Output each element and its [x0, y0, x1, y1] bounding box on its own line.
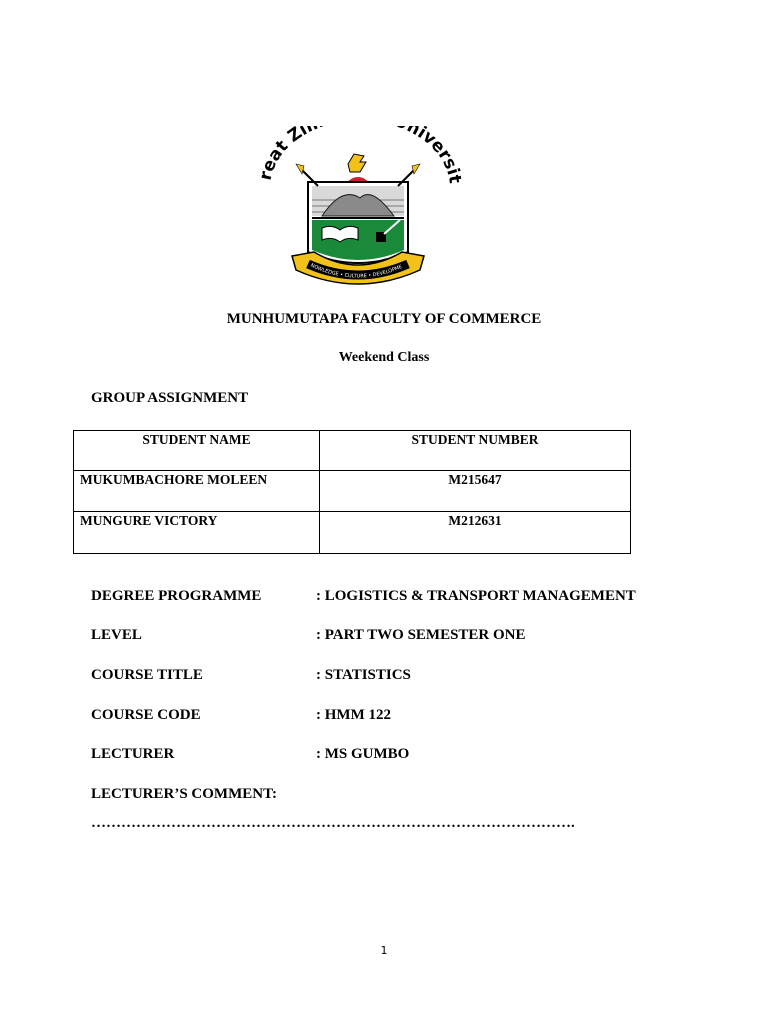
- page-number: 1: [380, 944, 388, 957]
- university-logo: [252, 126, 464, 292]
- detail-value: : LOGISTICS & TRANSPORT MANAGEMENT: [316, 588, 636, 604]
- class-name: Weekend Class: [338, 350, 430, 365]
- table-row: [74, 512, 631, 554]
- table-header-row: [74, 431, 631, 471]
- svg-text:KNOWLEDGE • CULTURE • DEVELOPM: NOWLEDGE • CULTURE • DEVELOPME: [309, 262, 404, 280]
- student-table: [73, 430, 631, 554]
- detail-label: COURSE CODE: [91, 707, 201, 723]
- detail-label: LECTURER: [91, 746, 175, 762]
- lecturer-comment-label: LECTURER’S COMMENT:: [91, 786, 277, 802]
- comment-dotted-line: …………………………………………………………………………………….: [91, 815, 575, 831]
- detail-label: LEVEL: [91, 627, 142, 643]
- university-crest-icon: [252, 126, 464, 292]
- student-number-cell: M212631: [320, 512, 631, 554]
- detail-value: : PART TWO SEMESTER ONE: [316, 627, 526, 643]
- svg-text:Great Zimbabwe University: reat Zi niversit: [255, 126, 464, 185]
- table-row: [74, 471, 631, 512]
- student-name-cell: MUKUMBACHORE MOLEEN: [74, 471, 320, 512]
- detail-value: : HMM 122: [316, 707, 391, 723]
- detail-value: : MS GUMBO: [316, 746, 410, 762]
- detail-label: DEGREE PROGRAMME: [91, 588, 262, 604]
- faculty-title: MUNHUMUTAPA FACULTY OF COMMERCE: [226, 311, 542, 327]
- detail-label: COURSE TITLE: [91, 667, 203, 683]
- student-number-cell: M215647: [320, 471, 631, 512]
- header-student-name: STUDENT NAME: [74, 431, 320, 471]
- detail-value: : STATISTICS: [316, 667, 411, 683]
- assignment-heading: GROUP ASSIGNMENT: [91, 390, 249, 406]
- header-student-number: STUDENT NUMBER: [320, 431, 631, 471]
- student-name-cell: MUNGURE VICTORY: [74, 512, 320, 554]
